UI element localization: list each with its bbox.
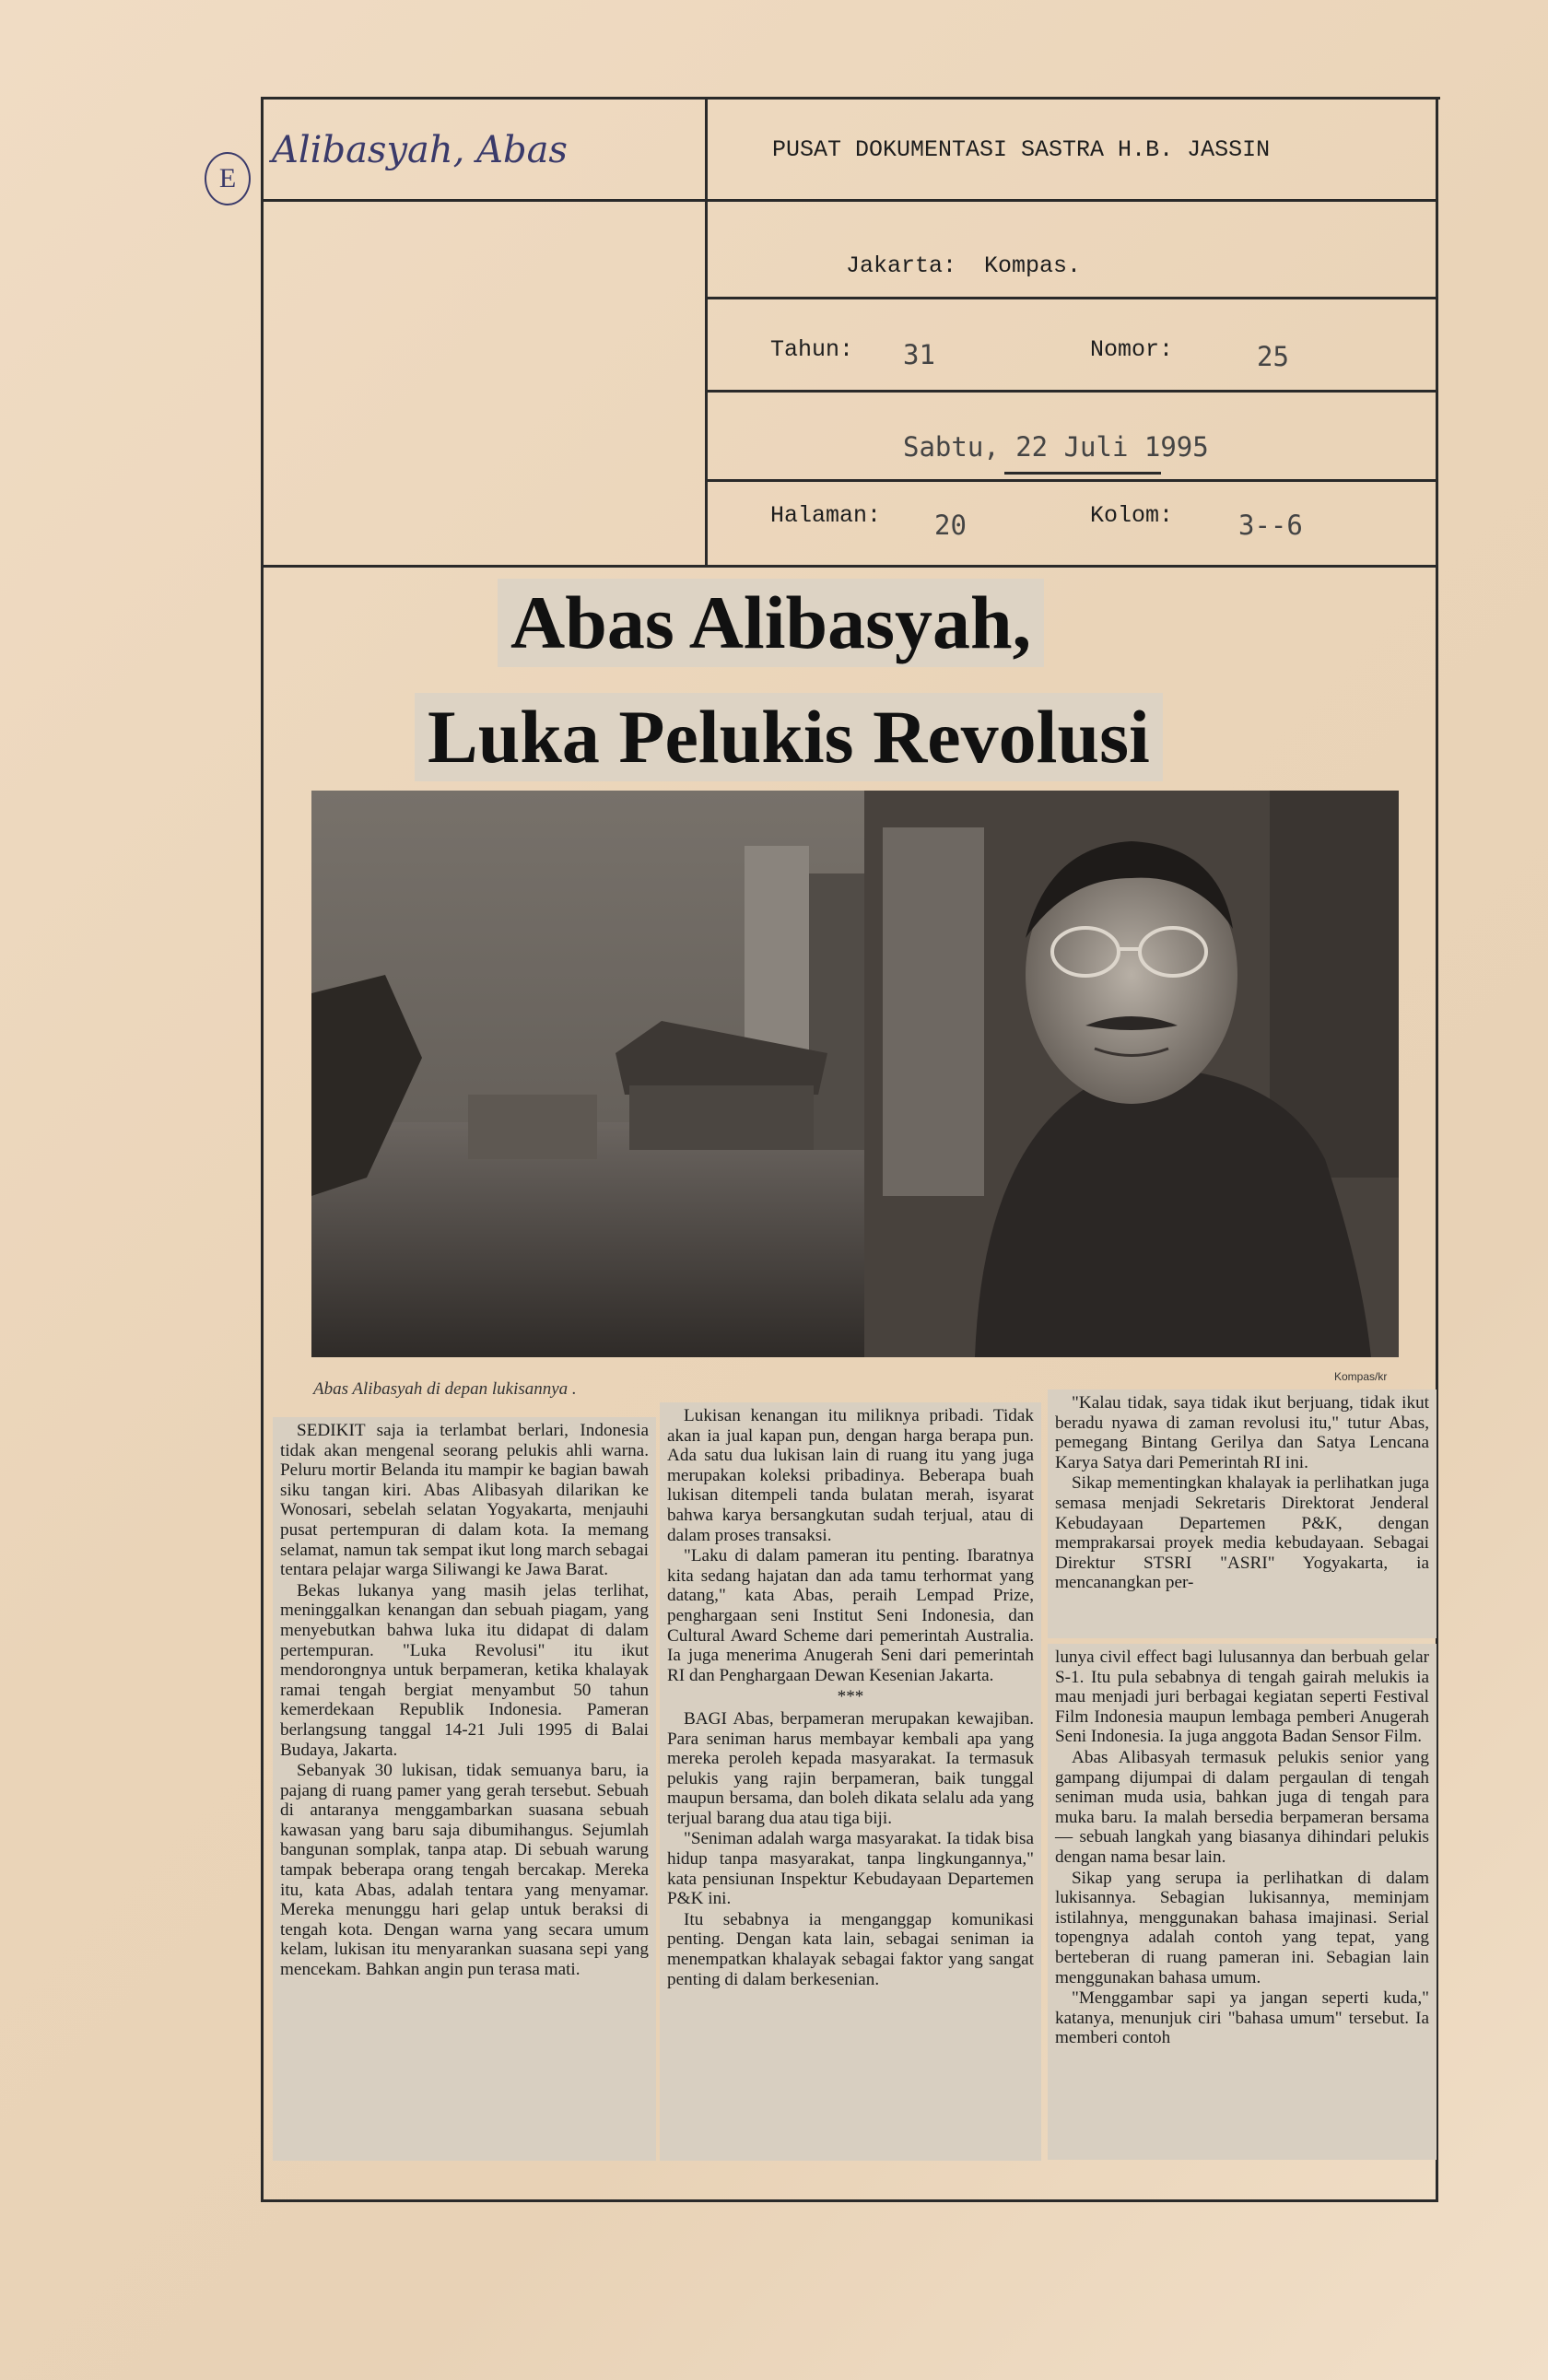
rule-left <box>261 97 264 2202</box>
rule-h5 <box>261 565 1438 568</box>
archive-title: PUSAT DOKUMENTASI SASTRA H.B. JASSIN <box>772 136 1271 163</box>
paragraph: "Kalau tidak, saya tidak ikut berjuang, tidak ikut beradu nyawa di zaman revolusi itu," tutur Abas, pemegang Bintang Gerilya dan Satya Lencana Karya Satya dari Pemerintah RI ini. <box>1055 1393 1429 1472</box>
halaman-label: Halaman: <box>770 502 882 529</box>
paragraph: Itu sebabnya ia menganggap komunikasi penting. Dengan kata lain, sebagai seniman ia menempatkan khalayak sebagai faktor yang sangat penting di dalam berkesenian. <box>667 1909 1034 1989</box>
rule-h4 <box>705 479 1438 482</box>
nomor-value: 25 <box>1257 341 1289 372</box>
article-photo <box>311 791 1399 1357</box>
paragraph: Sikap mementingkan khalayak ia perlihatkan juga semasa menjadi Sekretaris Direktorat Jenderal Kebudayaan Departemen P&K, dengan memprakarsai proyek media kebudayaan. Sebagai Direktur STSRI "ASRI" Yogyakarta, ia mencanangkan per- <box>1055 1473 1429 1593</box>
date-underline <box>1004 472 1161 475</box>
photo-caption: Abas Alibasyah di depan lukisannya . <box>313 1379 577 1399</box>
article-column-3-top <box>1048 1389 1437 1638</box>
circle-letter: E <box>205 152 251 205</box>
tahun-label: Tahun: <box>770 336 854 363</box>
headline-line-1: Abas Alibasyah, <box>498 579 1044 667</box>
photo-credit: Kompas/kr <box>1334 1370 1388 1383</box>
section-break: *** <box>837 1687 864 1707</box>
paragraph: SEDIKIT saja ia terlambat berlari, Indonesia tidak akan mengenal seorang pelukis ahli warna. Peluru mortir Belanda itu mampir ke bagian bawah siku tangan kiri. Abas Alibasyah dilarikan ke Wonosari, sebelah selatan Yogyakarta, menjauhi pusat pertempuran di dalam kota. Ia memang selamat, namun tak sempat ikut long march sebagai tentara pelajar warga Siliwangi ke Jawa Barat. <box>280 1421 649 1580</box>
paragraph: Lukisan kenangan itu miliknya pribadi. Tidak akan ia jual kapan pun, dengan harga berapa pun. Ada satu dua lukisan lain di ruang itu yang juga merupakan koleksi pribadinya. Beberapa buah lukisan ditempeli tanda bulatan merah, isyarat bahwa karya bersangkutan sudah terjual, atau di dalam proses transaksi. <box>667 1406 1034 1545</box>
date: Sabtu, 22 Juli 1995 <box>903 431 1209 463</box>
rule-h2 <box>705 297 1438 299</box>
rule-bottom <box>261 2199 1438 2202</box>
paragraph: Sebanyak 30 lukisan, tidak semuanya baru, ia pajang di ruang pamer yang gerah tersebut. Sebuah di antaranya menggambarkan suasana sebuah kawasan yang baru saja dibumihangus. Sejumlah bangunan somplak, tanpa atap. Di sebuah warung tampak beberapa orang tengah bercakap. Mereka itu, kata Abas, adalah tentara yang menyamar. Mereka menunggu hari gelap untuk beraksi di tengah kota. Dengan warna yang secara umum kelam, lukisan itu menyarankan suasana sepi yang mencekam. Bahkan angin pun terasa mati. <box>280 1761 649 1980</box>
source-value: Kompas. <box>984 252 1082 279</box>
rule-h1 <box>261 199 1438 202</box>
paragraph: "Laku di dalam pameran itu penting. Ibaratnya kita sedang hajatan dan ada tamu terhormat yang datang," kata Abas, peraih Lempad Prize, penghargaan seni Institut Seni Indonesia, dan Cultural Award Scheme dari pemerintah Australia. Ia juga menerima Anugerah Seni dari pemerintah RI dan Penghargaan Dewan Kesenian Jakarta. <box>667 1546 1034 1685</box>
tahun-value: 31 <box>903 339 935 370</box>
paragraph: lunya civil effect bagi lulusannya dan berbuah gelar S-1. Itu pula sebabnya di tengah gairah melukis ia mau menjadi juri berbagai kegiatan seperti Festival Film Indonesia maupun lembaga pemberi Anugerah Seni Indonesia. Ia juga anggota Badan Sensor Film. <box>1055 1647 1429 1747</box>
article-column-3-bottom <box>1048 1644 1437 2160</box>
painting-portrait-image <box>311 791 1399 1357</box>
paragraph: BAGI Abas, berpameran merupakan kewajiban. Para seniman harus membayar kembali apa yang mereka peroleh kepada masyarakat. Ia termasuk pelukis yang rajin berpameran, baik tunggal maupun bersama, dan boleh dikata selalu ada yang terjual barang dua atau tiga biji. <box>667 1708 1034 1828</box>
article-column-1 <box>273 1417 656 2161</box>
handwritten-note: Alibasyah, Abas <box>272 129 568 171</box>
paragraph: "Menggambar sapi ya jangan seperti kuda," katanya, menunjuk ciri "bahasa umum" tersebut. Ia memberi contoh <box>1055 1988 1429 2048</box>
paragraph: Sikap yang serupa ia perlihatkan di dalam lukisannya. Sebagian lukisannya, meminjam istilahnya, menggunakan bahasa imajinasi. Serial topengnya adalah contoh yang tepat, yang berteberan di ruang pameran ini. Sebagian lain menggunakan bahasa umum. <box>1055 1868 1429 1987</box>
paragraph: "Seniman adalah warga masyarakat. Ia tidak bisa hidup tanpa masyarakat, tanpa lingkungannya," kata pensiunan Inspektur Kebudayaan Departemen P&K ini. <box>667 1829 1034 1909</box>
kolom-value: 3--6 <box>1238 510 1303 541</box>
headline-line-2: Luka Pelukis Revolusi <box>415 693 1163 781</box>
kolom-label: Kolom: <box>1090 502 1174 529</box>
nomor-label: Nomor: <box>1090 336 1174 363</box>
source-label: Jakarta: <box>846 252 957 279</box>
paragraph: Abas Alibasyah termasuk pelukis senior yang gampang dijumpai di dalam pergaulan di tengah seniman muda usia, bahkan juga di tengah para muka baru. Ia malah bersedia berpameran bersama — sebuah langkah yang biasanya dihindari pelukis dengan nama besar lain. <box>1055 1747 1429 1867</box>
article-column-2 <box>660 1402 1041 2161</box>
halaman-value: 20 <box>934 510 967 541</box>
paragraph: Bekas lukanya yang masih jelas terlihat, meninggalkan kenangan dan sebuah piagam, yang menyebutkan bahwa luka itu didapat di dalam pertempuran. "Luka Revolusi" itu ikut mendorongnya untuk berpameran, ketika khalayak ramai tengah bergiat menyambut 50 tahun kemerdekaan Republik Indonesia. Pameran berlangsung tanggal 14-21 Juli 1995 di Balai Budaya, Jakarta. <box>280 1580 649 1760</box>
rule-divider <box>705 97 708 567</box>
rule-top <box>261 97 1440 100</box>
rule-h3 <box>705 390 1438 393</box>
